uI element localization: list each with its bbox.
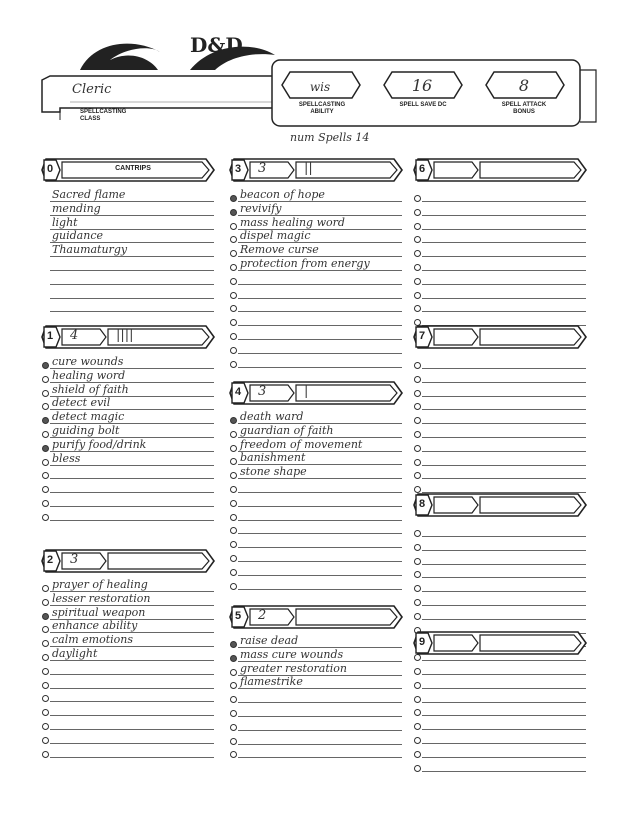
spell-name: mass healing word xyxy=(240,215,345,229)
spell-name: mass cure wounds xyxy=(240,647,344,661)
spell-line[interactable] xyxy=(422,438,586,452)
spell-line[interactable] xyxy=(238,285,402,299)
spell-name: shield of faith xyxy=(52,382,129,396)
prepared-checkbox[interactable] xyxy=(414,223,421,230)
spell-name: calm emotions xyxy=(52,633,134,647)
spell-level-frame xyxy=(414,492,586,520)
prepared-checkbox[interactable] xyxy=(414,459,421,466)
spell-save-dc-value[interactable]: 16 xyxy=(411,76,433,95)
prepared-checkbox[interactable] xyxy=(414,305,421,312)
slots-expended[interactable]: |||| xyxy=(116,328,134,343)
spell-line[interactable] xyxy=(50,702,214,716)
spell-level-number: 5 xyxy=(235,610,242,622)
spell-line[interactable] xyxy=(50,396,214,410)
spell-line[interactable] xyxy=(50,675,214,689)
slots-total[interactable]: 3 xyxy=(258,384,267,399)
spell-line[interactable] xyxy=(238,229,402,243)
spell-name: daylight xyxy=(52,647,98,660)
spell-line[interactable] xyxy=(50,730,214,744)
prepared-checkbox[interactable] xyxy=(414,209,421,216)
spell-line[interactable] xyxy=(238,465,402,479)
spell-line[interactable] xyxy=(238,451,402,465)
prepared-checkbox[interactable] xyxy=(414,613,421,620)
prepared-checkbox[interactable] xyxy=(414,585,421,592)
spell-name: banishment xyxy=(240,451,306,465)
spell-level-number: 3 xyxy=(235,163,242,175)
spell-level-frame xyxy=(230,380,402,408)
prepared-checkbox[interactable] xyxy=(230,738,237,745)
prepared-checkbox[interactable] xyxy=(414,599,421,606)
prepared-checkbox[interactable] xyxy=(42,459,49,466)
prepared-checkbox[interactable] xyxy=(42,709,49,716)
spell-line[interactable] xyxy=(238,662,402,676)
spell-line[interactable] xyxy=(238,326,402,340)
prepared-checkbox[interactable] xyxy=(42,390,49,397)
spell-line[interactable] xyxy=(238,675,402,689)
prepared-checkbox[interactable] xyxy=(230,724,237,731)
spell-line[interactable] xyxy=(422,410,586,424)
cantrip-line[interactable] xyxy=(50,257,214,271)
prepared-checkbox[interactable] xyxy=(414,668,421,675)
prepared-checkbox[interactable] xyxy=(42,431,49,438)
prepared-checkbox[interactable] xyxy=(230,264,237,271)
prepared-checkbox[interactable] xyxy=(414,390,421,397)
spell-level-frame xyxy=(42,548,214,576)
spell-line[interactable] xyxy=(422,675,586,689)
spell-line[interactable] xyxy=(238,493,402,507)
spell-level-number: 0 xyxy=(47,163,54,175)
prepared-checkbox[interactable] xyxy=(230,669,237,676)
spell-line[interactable] xyxy=(422,369,586,383)
spell-line[interactable] xyxy=(422,285,586,299)
spell-line[interactable] xyxy=(50,493,214,507)
spell-line[interactable] xyxy=(238,271,402,285)
prepared-checkbox[interactable] xyxy=(414,544,421,551)
spell-line[interactable] xyxy=(422,661,586,675)
slots-total[interactable]: 3 xyxy=(70,552,79,567)
cantrip-line[interactable] xyxy=(50,229,214,243)
spell-line[interactable] xyxy=(238,410,402,424)
spell-line[interactable] xyxy=(422,730,586,744)
spell-line[interactable] xyxy=(50,383,214,397)
spell-line[interactable] xyxy=(422,606,586,620)
prepared-checkbox[interactable] xyxy=(414,250,421,257)
prepared-checkbox[interactable] xyxy=(230,278,237,285)
prepared-checkbox[interactable] xyxy=(414,195,421,202)
spell-line[interactable] xyxy=(422,578,586,592)
prepared-checkbox[interactable] xyxy=(42,682,49,689)
spell-line[interactable] xyxy=(238,216,402,230)
spell-line[interactable] xyxy=(238,703,402,717)
spell-line[interactable] xyxy=(50,647,214,661)
prepared-checkbox[interactable] xyxy=(230,195,237,202)
prepared-checkbox[interactable] xyxy=(414,571,421,578)
spell-line[interactable] xyxy=(422,537,586,551)
spell-line[interactable] xyxy=(238,424,402,438)
prepared-checkbox[interactable] xyxy=(414,236,421,243)
spell-line[interactable] xyxy=(238,243,402,257)
spell-line[interactable] xyxy=(50,716,214,730)
spell-level-number: 9 xyxy=(419,636,426,648)
prepared-checkbox[interactable] xyxy=(42,723,49,730)
spell-line[interactable] xyxy=(50,479,214,493)
spell-name: guidance xyxy=(52,229,103,243)
prepared-checkbox[interactable] xyxy=(42,500,49,507)
spell-line[interactable] xyxy=(422,229,586,243)
spell-name: guardian of faith xyxy=(240,423,334,437)
spell-name: detect evil xyxy=(52,396,111,410)
spellcasting-class-label: SPELLCASTING CLASS xyxy=(80,109,127,122)
spell-name: light xyxy=(52,215,78,229)
prepared-checkbox[interactable] xyxy=(414,682,421,689)
spell-line[interactable] xyxy=(50,578,214,592)
prepared-checkbox[interactable] xyxy=(230,333,237,340)
prepared-checkbox[interactable] xyxy=(414,376,421,383)
prepared-checkbox[interactable] xyxy=(414,723,421,730)
prepared-checkbox[interactable] xyxy=(230,223,237,230)
spell-line[interactable] xyxy=(422,465,586,479)
spell-line[interactable] xyxy=(50,465,214,479)
spell-level-number: 1 xyxy=(47,330,54,342)
prepared-checkbox[interactable] xyxy=(42,403,49,410)
slots-total[interactable]: 4 xyxy=(70,328,79,343)
spell-level-number: 4 xyxy=(235,386,242,398)
spell-name: Thaumaturgy xyxy=(52,243,128,257)
prepared-checkbox[interactable] xyxy=(230,500,237,507)
cantrip-line[interactable] xyxy=(50,202,214,216)
spell-name: bless xyxy=(52,451,81,465)
spell-attack-bonus-value[interactable]: 8 xyxy=(518,76,530,95)
spell-line[interactable] xyxy=(50,355,214,369)
spell-line[interactable] xyxy=(422,689,586,703)
cantrip-line[interactable] xyxy=(50,216,214,230)
spellcasting-ability-value[interactable]: wis xyxy=(309,80,331,94)
spell-line[interactable] xyxy=(50,438,214,452)
spell-name: mending xyxy=(52,201,101,215)
prepared-checkbox[interactable] xyxy=(230,486,237,493)
prepared-checkbox[interactable] xyxy=(42,585,49,592)
spell-line[interactable] xyxy=(422,396,586,410)
spell-line[interactable] xyxy=(238,438,402,452)
prepared-checkbox[interactable] xyxy=(230,641,237,648)
prepared-checkbox[interactable] xyxy=(230,250,237,257)
prepared-checkbox[interactable] xyxy=(42,599,49,606)
spell-name: stone shape xyxy=(240,465,307,479)
prepared-checkbox[interactable] xyxy=(414,278,421,285)
prepared-checkbox[interactable] xyxy=(42,417,49,424)
spell-line[interactable] xyxy=(238,562,402,576)
prepared-checkbox[interactable] xyxy=(414,709,421,716)
prepared-checkbox[interactable] xyxy=(42,626,49,633)
prepared-checkbox[interactable] xyxy=(230,319,237,326)
spell-line[interactable] xyxy=(238,648,402,662)
spell-name: beacon of hope xyxy=(240,188,325,201)
spell-level-frame xyxy=(414,324,586,352)
spell-count-note: num Spells 14 xyxy=(290,131,370,144)
spell-level-frame xyxy=(230,157,402,185)
spell-name: Sacred flame xyxy=(52,188,126,201)
spell-name: enhance ability xyxy=(52,619,138,633)
spell-line[interactable] xyxy=(238,298,402,312)
spell-line[interactable] xyxy=(238,354,402,368)
spell-name: protection from energy xyxy=(240,257,370,270)
spell-name: death ward xyxy=(240,410,304,423)
prepared-checkbox[interactable] xyxy=(230,514,237,521)
cantrip-line[interactable] xyxy=(50,285,214,299)
spell-line[interactable] xyxy=(238,257,402,271)
prepared-checkbox[interactable] xyxy=(414,445,421,452)
prepared-checkbox[interactable] xyxy=(414,765,421,772)
prepared-checkbox[interactable] xyxy=(230,347,237,354)
spell-line[interactable] xyxy=(422,452,586,466)
spell-line[interactable] xyxy=(50,688,214,702)
spell-line[interactable] xyxy=(422,424,586,438)
spell-name: prayer of healing xyxy=(52,578,148,591)
prepared-checkbox[interactable] xyxy=(230,305,237,312)
spell-name: Remove curse xyxy=(240,243,319,257)
spell-name: greater restoration xyxy=(240,661,347,675)
prepared-checkbox[interactable] xyxy=(42,376,49,383)
prepared-checkbox[interactable] xyxy=(42,486,49,493)
spell-name: guiding bolt xyxy=(52,424,120,437)
dnd-logo: D&D xyxy=(190,33,243,57)
prepared-checkbox[interactable] xyxy=(414,472,421,479)
prepared-checkbox[interactable] xyxy=(230,361,237,368)
spell-line[interactable] xyxy=(422,355,586,369)
prepared-checkbox[interactable] xyxy=(414,292,421,299)
spell-line[interactable] xyxy=(422,202,586,216)
spellcasting-ability-label: SPELLCASTING ABILITY xyxy=(298,102,346,115)
spell-line[interactable] xyxy=(422,216,586,230)
spell-name: revivify xyxy=(240,201,282,215)
prepared-checkbox[interactable] xyxy=(230,209,237,216)
prepared-checkbox[interactable] xyxy=(42,445,49,452)
spellcasting-class-value[interactable]: Cleric xyxy=(72,82,112,97)
spell-line[interactable] xyxy=(50,619,214,633)
spell-line[interactable] xyxy=(50,369,214,383)
prepared-checkbox[interactable] xyxy=(414,696,421,703)
spell-level-frame xyxy=(414,630,586,658)
spell-line[interactable] xyxy=(50,606,214,620)
spell-line[interactable] xyxy=(422,702,586,716)
spell-line[interactable] xyxy=(238,548,402,562)
spell-line[interactable] xyxy=(422,592,586,606)
spell-name: lesser restoration xyxy=(52,591,151,605)
spell-line[interactable] xyxy=(238,731,402,745)
spell-line[interactable] xyxy=(238,576,402,590)
spell-line[interactable] xyxy=(422,758,586,772)
spell-line[interactable] xyxy=(422,243,586,257)
spell-line[interactable] xyxy=(238,520,402,534)
spell-line[interactable] xyxy=(238,744,402,758)
spell-name: dispel magic xyxy=(240,229,311,243)
prepared-checkbox[interactable] xyxy=(42,472,49,479)
spell-name: healing word xyxy=(52,368,126,382)
prepared-checkbox[interactable] xyxy=(414,737,421,744)
prepared-checkbox[interactable] xyxy=(230,583,237,590)
spell-line[interactable] xyxy=(50,410,214,424)
spell-line[interactable] xyxy=(50,507,214,521)
spell-save-dc-label: SPELL SAVE DC xyxy=(399,102,447,108)
spell-line[interactable] xyxy=(422,298,586,312)
cantrip-line[interactable] xyxy=(50,243,214,257)
prepared-checkbox[interactable] xyxy=(230,541,237,548)
prepared-checkbox[interactable] xyxy=(230,472,237,479)
spell-line[interactable] xyxy=(238,188,402,202)
prepared-checkbox[interactable] xyxy=(230,236,237,243)
prepared-checkbox[interactable] xyxy=(414,431,421,438)
spell-line[interactable] xyxy=(422,564,586,578)
spell-name: flamestrike xyxy=(240,675,303,689)
spell-line[interactable] xyxy=(238,689,402,703)
spell-level-number: 6 xyxy=(419,163,426,175)
prepared-checkbox[interactable] xyxy=(230,417,237,424)
spell-line[interactable] xyxy=(50,452,214,466)
spell-level-frame xyxy=(414,157,586,185)
prepared-checkbox[interactable] xyxy=(230,431,237,438)
spell-line[interactable] xyxy=(422,551,586,565)
prepared-checkbox[interactable] xyxy=(42,751,49,758)
spell-line[interactable] xyxy=(238,479,402,493)
spell-line[interactable] xyxy=(50,744,214,758)
spell-level-number: 8 xyxy=(419,498,426,510)
slots-total[interactable]: 3 xyxy=(258,161,267,176)
prepared-checkbox[interactable] xyxy=(414,362,421,369)
prepared-checkbox[interactable] xyxy=(230,682,237,689)
prepared-checkbox[interactable] xyxy=(230,527,237,534)
spell-level-number: 7 xyxy=(419,330,426,342)
spell-name: cure wounds xyxy=(52,355,124,368)
spell-line[interactable] xyxy=(422,257,586,271)
spell-attack-bonus-label: SPELL ATTACK BONUS xyxy=(501,102,547,115)
spell-line[interactable] xyxy=(238,534,402,548)
spell-line[interactable] xyxy=(238,717,402,731)
cantrip-line[interactable] xyxy=(50,298,214,312)
spell-level-frame xyxy=(230,604,402,632)
spell-name: freedom of movement xyxy=(240,437,363,451)
spell-line[interactable] xyxy=(422,744,586,758)
spell-line[interactable] xyxy=(422,383,586,397)
spell-line[interactable] xyxy=(422,716,586,730)
spell-line[interactable] xyxy=(238,312,402,326)
prepared-checkbox[interactable] xyxy=(230,458,237,465)
prepared-checkbox[interactable] xyxy=(414,403,421,410)
cantrip-line[interactable] xyxy=(50,271,214,285)
prepared-checkbox[interactable] xyxy=(414,530,421,537)
slots-expended[interactable]: | xyxy=(304,384,309,399)
spell-line[interactable] xyxy=(50,661,214,675)
spell-line[interactable] xyxy=(422,188,586,202)
prepared-checkbox[interactable] xyxy=(42,695,49,702)
spell-line[interactable] xyxy=(50,592,214,606)
spell-name: spiritual weapon xyxy=(52,605,146,619)
spell-line[interactable] xyxy=(238,507,402,521)
prepared-checkbox[interactable] xyxy=(230,751,237,758)
spell-line[interactable] xyxy=(238,340,402,354)
prepared-checkbox[interactable] xyxy=(230,555,237,562)
prepared-checkbox[interactable] xyxy=(42,668,49,675)
spell-name: purify food/drink xyxy=(52,437,147,451)
prepared-checkbox[interactable] xyxy=(414,264,421,271)
prepared-checkbox[interactable] xyxy=(414,751,421,758)
prepared-checkbox[interactable] xyxy=(230,696,237,703)
prepared-checkbox[interactable] xyxy=(42,362,49,369)
slots-total[interactable]: 2 xyxy=(258,608,267,623)
spell-level-number: 2 xyxy=(47,554,54,566)
slots-expended[interactable]: || xyxy=(304,161,313,176)
spell-name: raise dead xyxy=(240,634,299,647)
prepared-checkbox[interactable] xyxy=(414,558,421,565)
prepared-checkbox[interactable] xyxy=(230,710,237,717)
prepared-checkbox[interactable] xyxy=(230,292,237,299)
spell-line[interactable] xyxy=(50,633,214,647)
spell-line[interactable] xyxy=(238,202,402,216)
spell-line[interactable] xyxy=(238,634,402,648)
prepared-checkbox[interactable] xyxy=(414,417,421,424)
spell-line[interactable] xyxy=(50,424,214,438)
prepared-checkbox[interactable] xyxy=(42,514,49,521)
spell-line[interactable] xyxy=(422,271,586,285)
spell-line[interactable] xyxy=(422,523,586,537)
prepared-checkbox[interactable] xyxy=(230,445,237,452)
prepared-checkbox[interactable] xyxy=(42,613,49,620)
cantrips-label: CANTRIPS xyxy=(115,165,151,172)
prepared-checkbox[interactable] xyxy=(42,737,49,744)
prepared-checkbox[interactable] xyxy=(42,640,49,647)
cantrip-line[interactable] xyxy=(50,188,214,202)
prepared-checkbox[interactable] xyxy=(230,655,237,662)
prepared-checkbox[interactable] xyxy=(42,654,49,661)
prepared-checkbox[interactable] xyxy=(230,569,237,576)
spell-name: detect magic xyxy=(52,410,125,424)
